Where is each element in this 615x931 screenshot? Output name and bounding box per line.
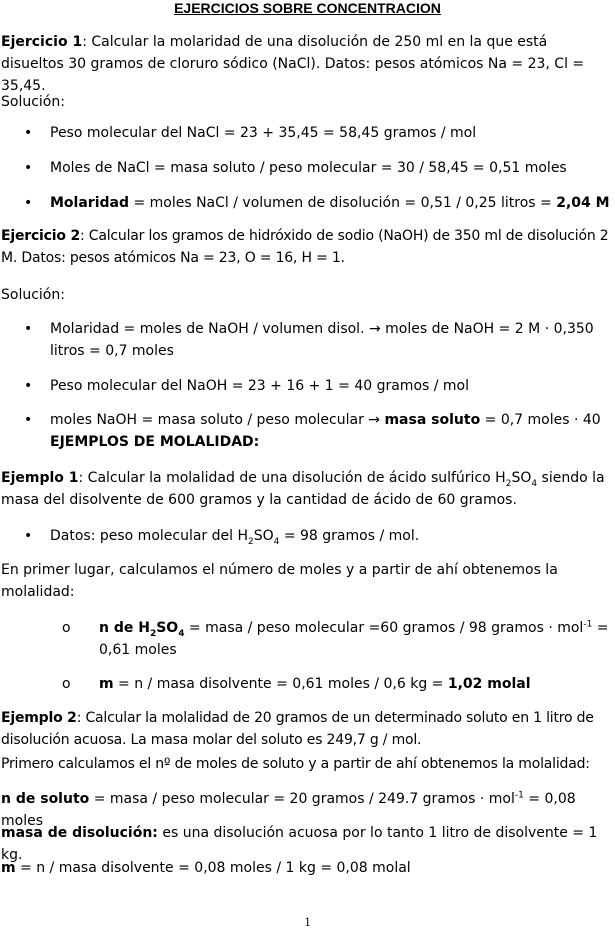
exercise-2-statement: Ejercicio 2: Calcular los gramos de hidróxido de sodio (NaOH) de 350 ml de disolución 2 M. Datos: pesos atómicos Na = 23, O = 16, H = 1.: [1, 228, 609, 266]
list-item: • Molaridad = moles de NaOH / volumen disol. → moles de NaOH = 2 M · 0,350 litros = 0,7 moles: [50, 318, 610, 362]
molality-heading: EJEMPLOS DE MOLALIDAD:: [50, 434, 260, 450]
exercise-2-solution-heading: Solución:: [1, 287, 65, 303]
list-item: • moles NaOH = masa soluto / peso molecular → masa soluto = 0,7 moles · 40: [50, 409, 610, 431]
arrow-icon: →: [368, 321, 381, 337]
example-2-statement: Ejemplo 2: Calcular la molalidad de 20 gramos de un determinado soluto en 1 litro de disolución acuosa. La masa molar del soluto es 249,7 g / mol.: [1, 710, 594, 748]
list-item: o m = n / masa disolvente = 0,61 moles / 0,6 kg = 1,02 molal: [99, 673, 609, 695]
exercise-1-label: Ejercicio 1: [1, 34, 83, 50]
page-title: EJERCICIOS SOBRE CONCENTRACION: [174, 0, 441, 16]
example-1-label: Ejemplo 1: [1, 470, 79, 486]
list-item: • Peso molecular del NaOH = 23 + 16 + 1 = 40 gramos / mol: [50, 375, 610, 397]
example-2-mass-line: masa de disolución: es una disolución acuosa por lo tanto 1 litro de disolvente = 1 kg.: [1, 825, 598, 863]
list-item: • Peso molecular del NaCl = 23 + 35,45 = 58,45 gramos / mol: [50, 122, 610, 144]
exercise-2-label: Ejercicio 2: [1, 228, 80, 244]
list-item: • Datos: peso molecular del $H_2SO_4 = 98$ gramos / mol.: [50, 525, 610, 547]
example-2-moles-line: n de soluto = masa / peso molecular = 20 gramos / 249.7 gramos · mol$^{-1}$ = 0,08 moles: [1, 790, 576, 829]
exercise-1-solution-heading: Solución:: [1, 94, 65, 110]
example-1-intro: En primer lugar, calculamos el número de moles y a partir de ahí obtenemos la molalidad:: [1, 562, 558, 600]
exercise-1-statement: Ejercicio 1: Calcular la molaridad de una disolución de 250 ml en la que está disueltos 30 gramos de cloruro sódico (NaCl). Datos: pesos atómicos Na = 23, Cl = 35,45.: [1, 34, 585, 94]
example-2-intro: Primero calculamos el nº de moles de soluto y a partir de ahí obtenemos la molalidad:: [1, 756, 590, 772]
example-1-statement: Ejemplo 1: Calcular la molalidad de una disolución de ácido sulfúrico $H_2SO_4$ siendo la masa del disolvente de 600 gramos y la cantidad de ácido de 60 gramos.: [1, 470, 605, 508]
example-2-molality-line: m = n / masa disolvente = 0,08 moles / 1 kg = 0,08 molal: [1, 860, 411, 876]
list-item: • Moles de NaCl = masa soluto / peso molecular = 30 / 58,45 = 0,51 moles: [50, 157, 610, 179]
list-item: • Molaridad = moles NaCl / volumen de disolución = 0,51 / 0,25 litros = 2,04 M: [50, 192, 610, 214]
arrow-icon: →: [368, 412, 381, 428]
list-item: o n de $H_2SO_4$ = masa / peso molecular =60 gramos / 98 gramos · mol$^{-1}$ = 0,61 moles: [99, 617, 609, 661]
example-2-label: Ejemplo 2: [1, 710, 77, 726]
page-number: 1: [304, 914, 311, 929]
